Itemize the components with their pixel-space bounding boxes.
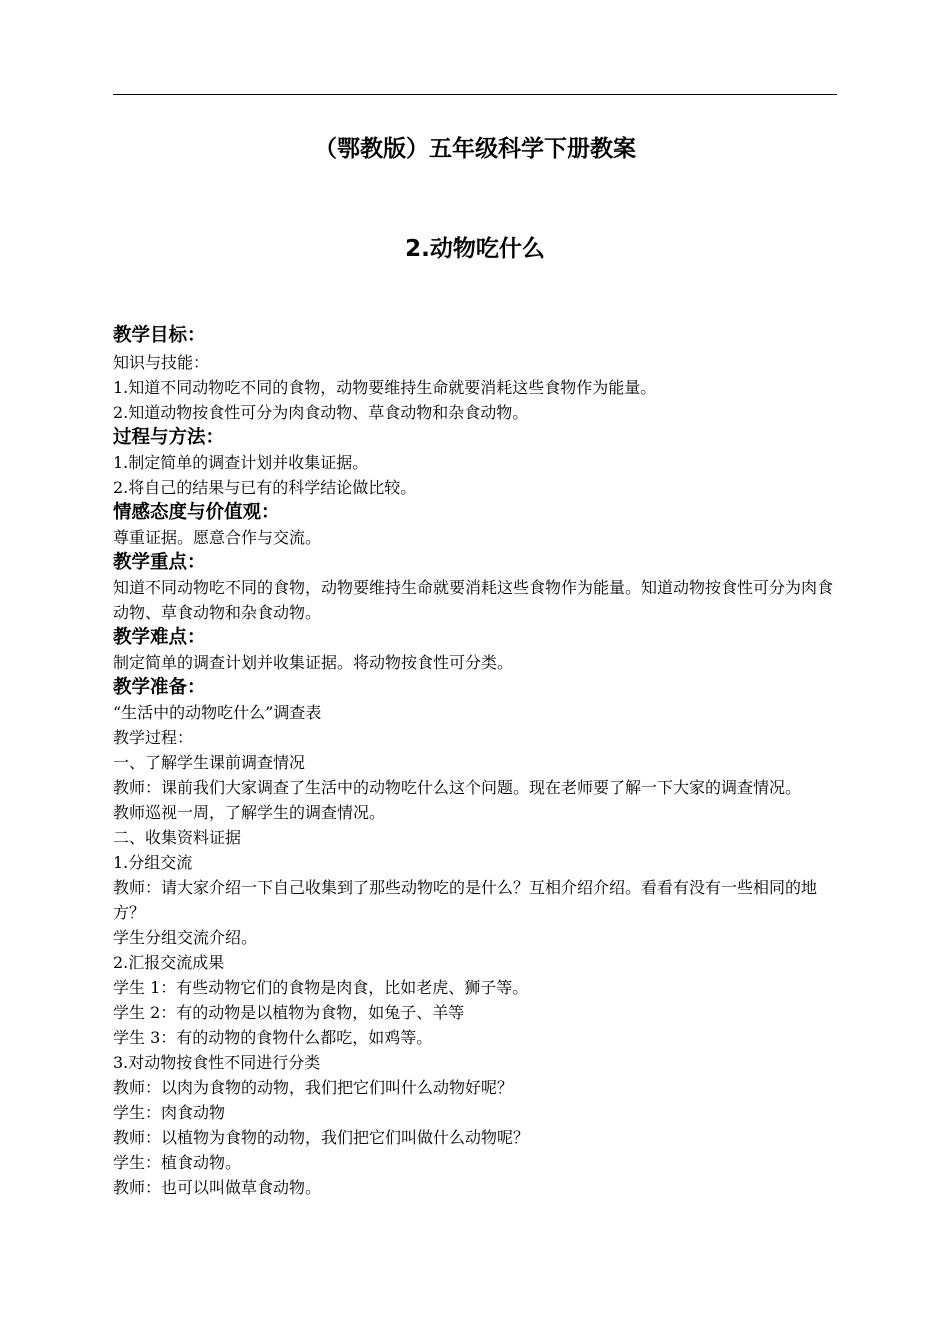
step-heading: 3.对动物按食性不同进行分类 [113, 1053, 321, 1072]
process-method-item: 2.将自己的结果与已有的科学结论做比较。 [113, 478, 417, 497]
step-heading: 1.分组交流 [113, 853, 193, 872]
lesson-content [113, 322, 839, 1200]
student-line: 学生 1：有些动物它们的食物是肉食，比如老虎、狮子等。 [113, 978, 529, 997]
knowledge-item: 2.知道动物按食性可分为肉食动物、草食动物和杂食动物。 [113, 403, 529, 422]
lesson-title: 2.动物吃什么 [405, 236, 545, 262]
preparation-text: “生活中的动物吃什么”调查表 [113, 703, 322, 722]
knowledge-item: 1.知道不同动物吃不同的食物，动物要维持生命就要消耗这些食物作为能量。 [113, 378, 657, 397]
teacher-line: 教师：请大家介绍一下自己收集到了那些动物吃的是什么？互相介绍介绍。看看有没有一些相同的地方？ [113, 878, 818, 922]
teacher-line: 教师：也可以叫做草食动物。 [113, 1178, 322, 1197]
student-line: 学生：植食动物。 [113, 1153, 242, 1172]
process-method-item: 1.制定简单的调查计划并收集证据。 [113, 453, 369, 472]
difficulties-heading: 教学难点： [113, 627, 206, 648]
key-points-heading: 教学重点： [113, 552, 206, 573]
knowledge-label: 知识与技能： [113, 353, 210, 372]
attitude-text: 尊重证据。愿意合作与交流。 [113, 528, 322, 547]
document-title: （鄂教版）五年级科学下册教案 [314, 136, 636, 162]
attitude-heading: 情感态度与价值观： [113, 502, 280, 523]
objectives-heading: 教学目标： [113, 325, 206, 346]
teacher-line: 教师：以植物为食物的动物，我们把它们叫做什么动物呢？ [113, 1128, 530, 1147]
difficulties-text: 制定简单的调查计划并收集证据。将动物按食性可分类。 [113, 653, 514, 672]
header-rule [113, 94, 837, 95]
key-points-text: 知道不同动物吃不同的食物，动物要维持生命就要消耗这些食物作为能量。知道动物按食性可分为肉食动物、草食动物和杂食动物。 [113, 578, 834, 622]
student-line: 学生 2：有的动物是以植物为食物，如兔子、羊等 [113, 1003, 465, 1022]
step-heading: 2.汇报交流成果 [113, 953, 225, 972]
student-line: 学生：肉食动物 [113, 1103, 226, 1122]
section-heading: 二、收集资料证据 [113, 828, 242, 847]
preparation-heading: 教学准备： [113, 677, 206, 698]
process-label: 教学过程： [113, 728, 194, 747]
student-line: 学生 3：有的动物的食物什么都吃，如鸡等。 [113, 1028, 433, 1047]
process-line: 教师巡视一周，了解学生的调查情况。 [113, 803, 386, 822]
teacher-line: 教师：课前我们大家调查了生活中的动物吃什么这个问题。现在老师要了解一下大家的调查情况。 [113, 778, 802, 797]
teacher-line: 教师：以肉为食物的动物，我们把它们叫什么动物好呢？ [113, 1078, 514, 1097]
process-line: 学生分组交流介绍。 [113, 928, 258, 947]
section-heading: 一、了解学生课前调查情况 [113, 753, 306, 772]
process-method-heading: 过程与方法： [113, 427, 225, 448]
